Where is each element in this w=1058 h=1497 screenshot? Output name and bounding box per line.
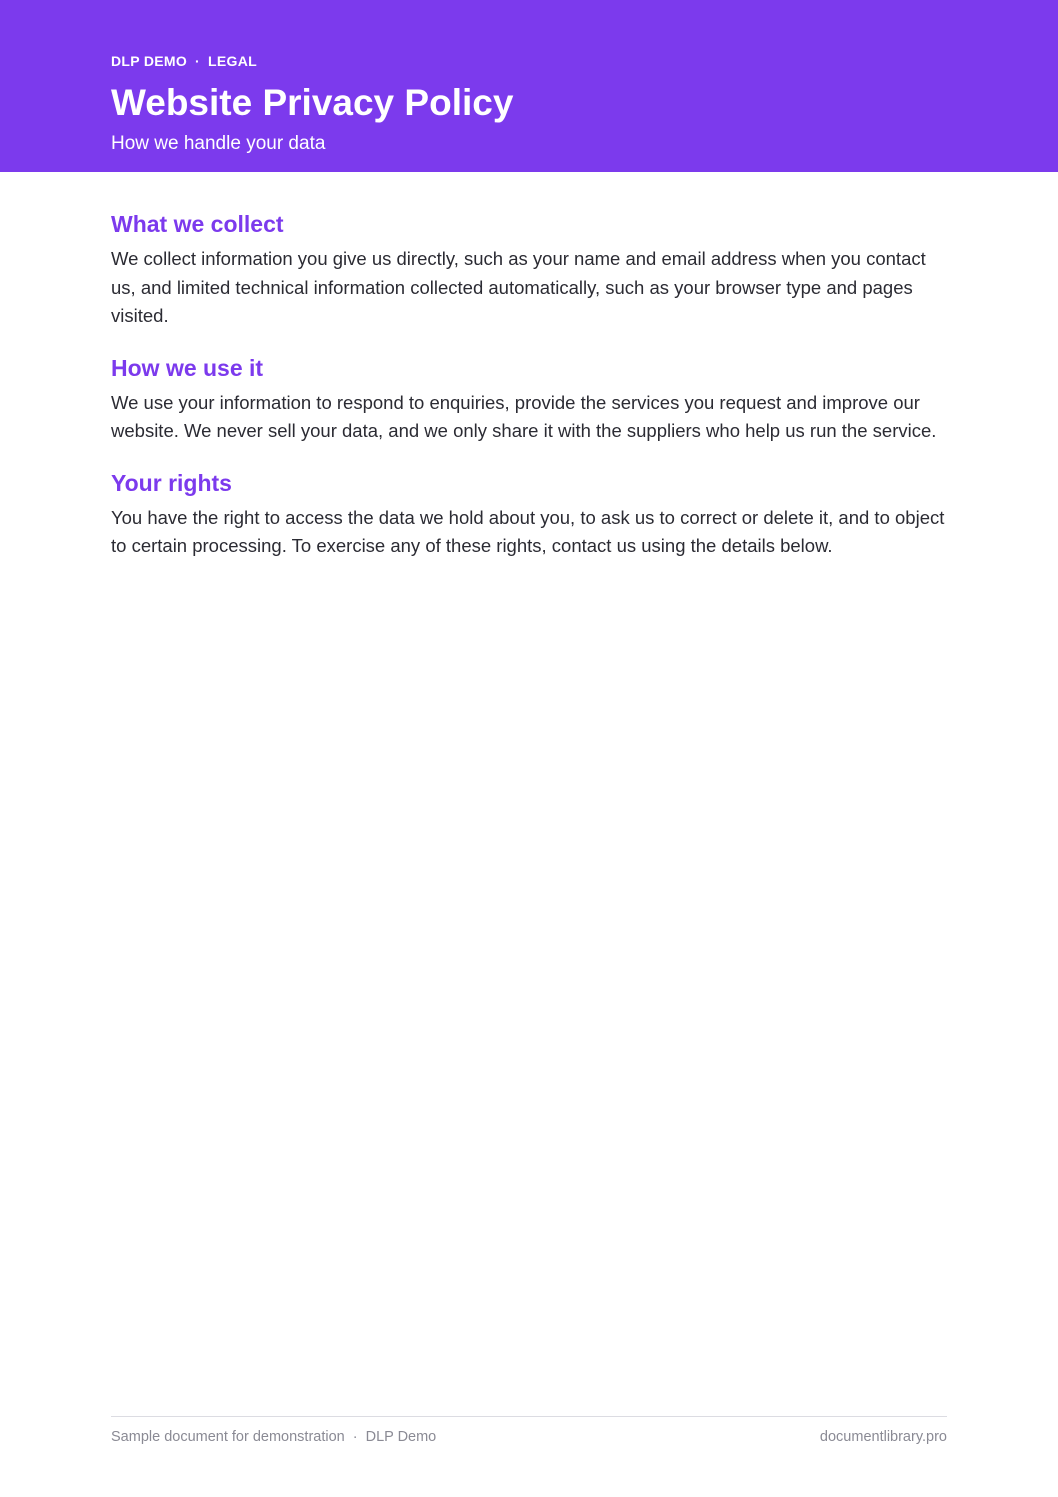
document-footer — [111, 1416, 947, 1445]
eyebrow-separator: · — [195, 53, 201, 69]
footer-note — [111, 1429, 436, 1445]
document-body — [111, 207, 951, 561]
section-paragraph: We use your information to respond to enquiries, provide the services you request and improve our website. We never sell your data, and we only share it with the suppliers who help us run the service. — [111, 391, 937, 441]
section-how-we-use-it — [111, 351, 951, 446]
section-paragraph: We collect information you give us directly, such as your name and email address when you contact us, and limited technical information collected automatically, such as your browser type and pages visited. — [111, 248, 926, 326]
eyebrow — [111, 52, 257, 70]
footer-brand: DLP Demo — [365, 1429, 437, 1445]
section-paragraph: You have the right to access the data we hold about you, to ask us to correct or delete it, and to object to certain processing. To exercise any of these rights, contact us using the details below. — [111, 506, 945, 556]
footer-disclaimer: Sample document for demonstration — [111, 1429, 345, 1445]
document-header — [0, 0, 1058, 172]
eyebrow-category: LEGAL — [208, 53, 257, 69]
section-heading: How we use it — [111, 354, 264, 381]
footer-separator: · — [352, 1429, 358, 1445]
section-heading: What we collect — [111, 211, 284, 237]
page-subtitle: How we handle your data — [111, 133, 326, 154]
footer-website: documentlibrary.pro — [819, 1429, 947, 1445]
eyebrow-brand: DLP DEMO — [111, 53, 188, 69]
section-what-we-collect — [111, 207, 951, 331]
page-title: Website Privacy Policy — [111, 82, 514, 123]
section-heading: Your rights — [111, 469, 232, 496]
section-your-rights — [111, 466, 951, 561]
